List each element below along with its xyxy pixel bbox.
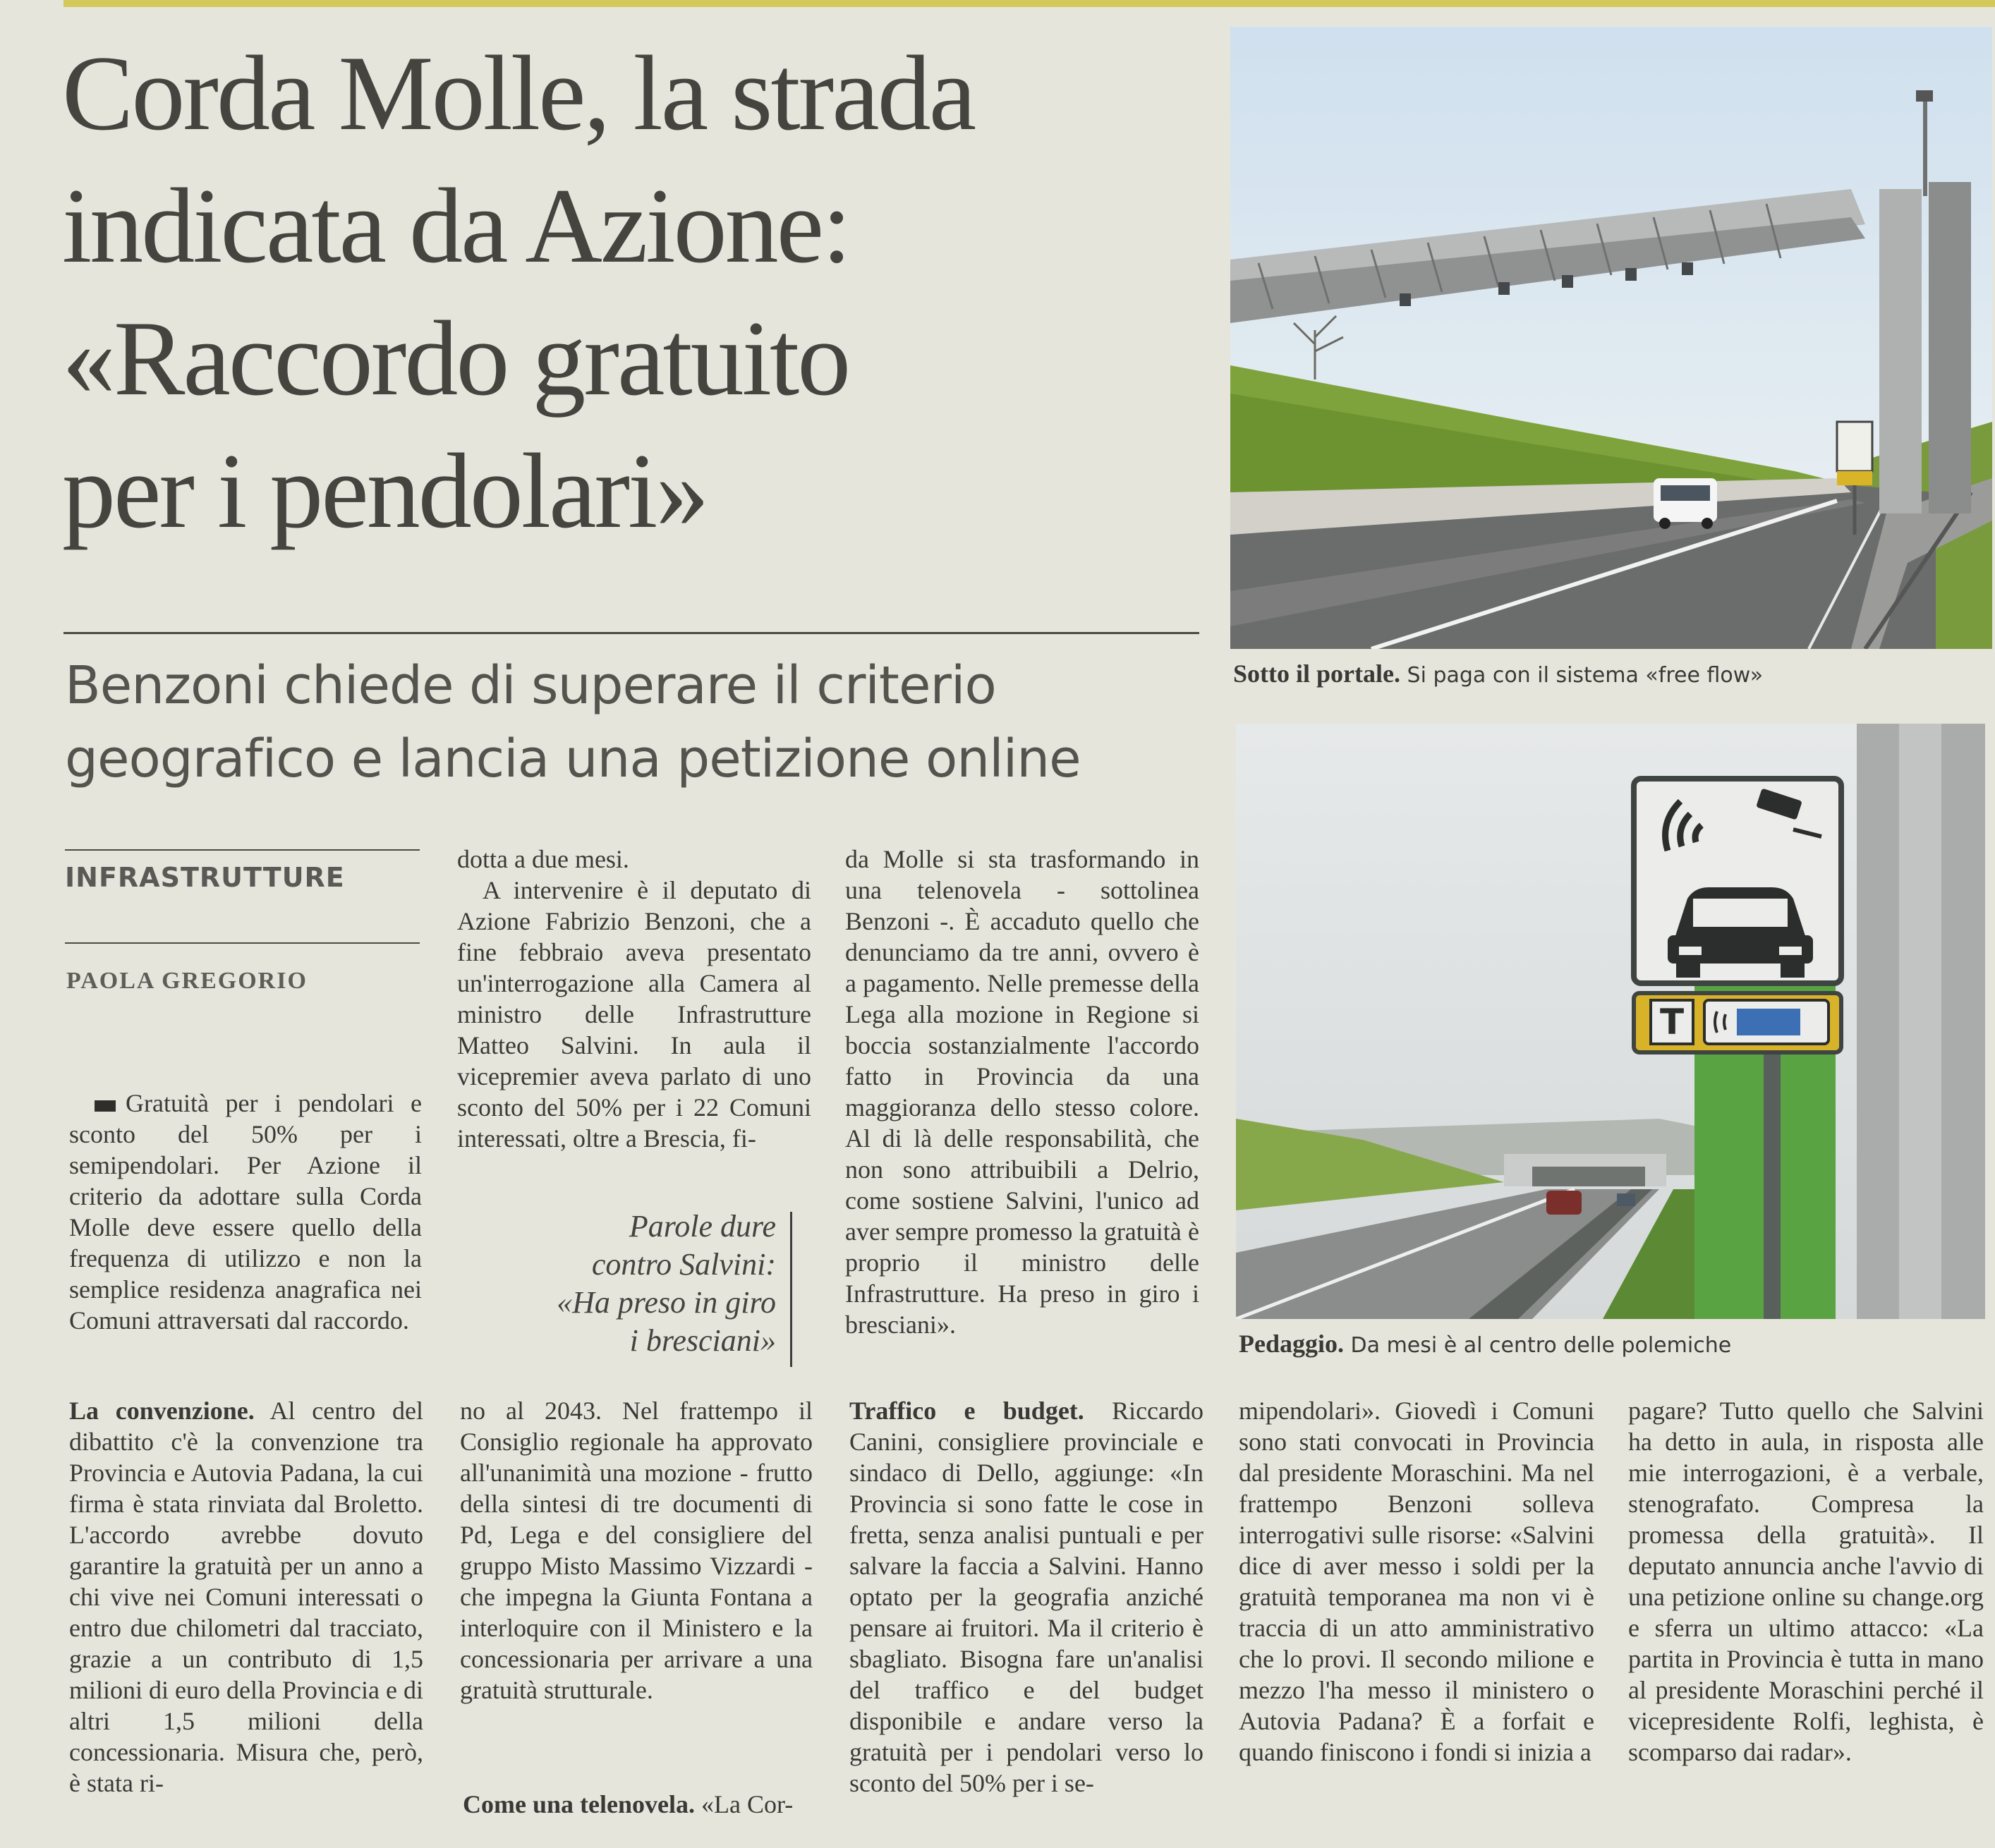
photo-toll-gantry <box>1230 27 1992 649</box>
subheadline <box>65 649 1222 796</box>
author-byline: PAOLA GREGORIO <box>66 968 308 994</box>
pull-quote-line-2: contro Salvini: <box>591 1247 776 1282</box>
toll-sign-letter: T <box>1659 1002 1685 1042</box>
intro-text: Gratuità per i pendolari e sconto del 50% per i semipendolari. Per Azione il criterio da adottare sulla Corda Molle deve essere quello della frequenza di utilizzo e non la semplice residenza anagrafica nei Comuni attraversati dal raccordo. <box>69 1089 422 1335</box>
article-col-3-top <box>845 844 1199 1340</box>
photo-toll-sign <box>1236 724 1985 1319</box>
telenovela-text: «La Cor- <box>701 1790 794 1818</box>
section-rule-top <box>65 849 420 851</box>
top-color-bar <box>63 0 1995 7</box>
photo-2-caption-bold: Pedaggio. <box>1239 1330 1344 1358</box>
section-rule-bottom <box>65 942 420 944</box>
traffico-text: Riccardo Canini, consigliere provinciale e sindaco di Dello, aggiunge: «In Provincia si sono fatte le cose in fretta, senza analisi puntuali e per salvare la faccia a Salvini. Hanno optato per la geografia anziché pensare ai fruitori. Ma il criterio è sbagliato. Bisogna fare un'analisi del traffico e del budget disponibile e andare verso la gratuità per i pendolari verso lo sconto del 50% per i se- <box>849 1397 1203 1797</box>
col-4-paragraph: mipendolari». Giovedì i Comuni sono stati convocati in Provincia dal presidente Moraschini. Ma nel frattempo Benzoni solleva interrogativi sulle risorse: «Salvini dice di aver messo i soldi per la gratuità temporanea ma non vi è traccia di un atto amministrativo che lo provi. Il secondo milione e mezzo l'ha messo il ministero o Autovia Padana? È a forfait e quando finiscono i fondi si inizia a <box>1239 1397 1594 1766</box>
pull-quote <box>522 1208 776 1360</box>
telenovela-lead <box>463 1789 815 1820</box>
article-col-5 <box>1628 1395 1984 1768</box>
pull-quote-rule <box>790 1212 792 1367</box>
col-2-bottom-paragraph: no al 2043. Nel frattempo il Consiglio regionale ha approvato all'unanimità una mozione - frutto della sintesi di tre documenti di Pd, Lega e del consigliere del gruppo Misto Massimo Vizzardi - che impegna la Giunta Fontana a interloquire con il Ministero e la concessionaria per arrivare a una gratuità strutturale. <box>460 1397 813 1704</box>
photo-1-caption <box>1233 659 1763 688</box>
subhead-traffico: Traffico e budget. <box>849 1397 1084 1425</box>
pull-quote-line-1: Parole dure <box>629 1209 776 1244</box>
subheadline-line-2: geografico e lancia una petizione online <box>65 729 1081 789</box>
pull-quote-line-3: «Ha preso in giro <box>557 1285 776 1320</box>
photo-1-caption-text: Si paga con il sistema «free flow» <box>1407 663 1764 688</box>
subheadline-line-1: Benzoni chiede di superare il criterio <box>65 655 996 716</box>
photo-2-caption <box>1239 1329 1731 1358</box>
paragraph-marker <box>95 1100 116 1112</box>
section-label: INFRASTRUTTURE <box>65 862 345 893</box>
headline-line-4: per i pendolari» <box>62 432 708 550</box>
col-2-top-line: dotta a due mesi. <box>457 845 629 873</box>
article-intro <box>69 1088 422 1336</box>
article-col-4 <box>1239 1395 1594 1768</box>
headline-rule <box>63 632 1199 634</box>
col-5-paragraph: pagare? Tutto quello che Salvini ha detto in aula, in risposta alle mie interrogazioni, è a verbale, stenografato. Compresa la promessa della gratuità». Il deputato annuncia anche l'avvio di una petizione online su change.org e sferra un ultimo attacco: «La partita in Provincia è tutta in mano al presidente Moraschini perché il vicepresidente Rolfi, leghista, è scomparso dai radar». <box>1628 1397 1984 1766</box>
headline-line-1: Corda Molle, la strada <box>62 34 975 152</box>
convenzione-text: Al centro del dibattito c'è la convenzione tra Provincia e Autovia Padana, la cui firma è stata rinviata dal Broletto. L'accordo avrebbe dovuto garantire la gratuità per un anno a chi vive nei Comuni interessati o entro due chilometri dal tracciato, grazie a un contributo di 1,5 milioni di euro della Provincia e di altri 1,5 milioni della concessionaria. Misura che, però, è stata ri- <box>69 1397 423 1797</box>
photo-1-caption-bold: Sotto il portale. <box>1233 659 1400 688</box>
pull-quote-line-4: i bresciani» <box>629 1323 776 1358</box>
headline <box>62 27 1219 557</box>
col-2-top-paragraph: A intervenire è il deputato di Azione Fabrizio Benzoni, che a fine febbraio aveva presentato un'interrogazione alla Camera al ministro delle Infrastrutture Matteo Salvini. In aula il vicepremier aveva parlato di uno sconto del 50% per i 22 Comuni interessati, oltre a Brescia, fi- <box>457 876 811 1153</box>
col-3-top-paragraph: da Molle si sta trasformando in una telenovela - sottolinea Benzoni -. È accaduto quello che denunciamo da tre anni, ovvero è a pagamento. Nelle premesse della Lega alla mozione in Regione si boccia sostanzialmente l'accordo fatto in Provincia da una maggioranza dello stesso colore. Al di là delle responsabilità, che non sono attribuibili a Delrio, come sostiene Salvini, l'unico ad aver sempre promesso la gratuità è proprio il ministro delle Infrastrutture. Ha preso in giro i bresciani». <box>845 845 1199 1339</box>
article-col-1 <box>69 1395 423 1799</box>
headline-line-3: «Raccordo gratuito <box>62 299 849 418</box>
subhead-convenzione: La convenzione. <box>69 1397 255 1425</box>
subhead-telenovela: Come una telenovela. <box>463 1790 695 1818</box>
article-col-3-bottom <box>849 1395 1203 1799</box>
photo-2-caption-text: Da mesi è al centro delle polemiche <box>1350 1333 1732 1358</box>
article-col-2-top <box>457 844 811 1154</box>
headline-line-2: indicata da Azione: <box>62 166 850 285</box>
article-col-2-bottom <box>460 1395 813 1706</box>
